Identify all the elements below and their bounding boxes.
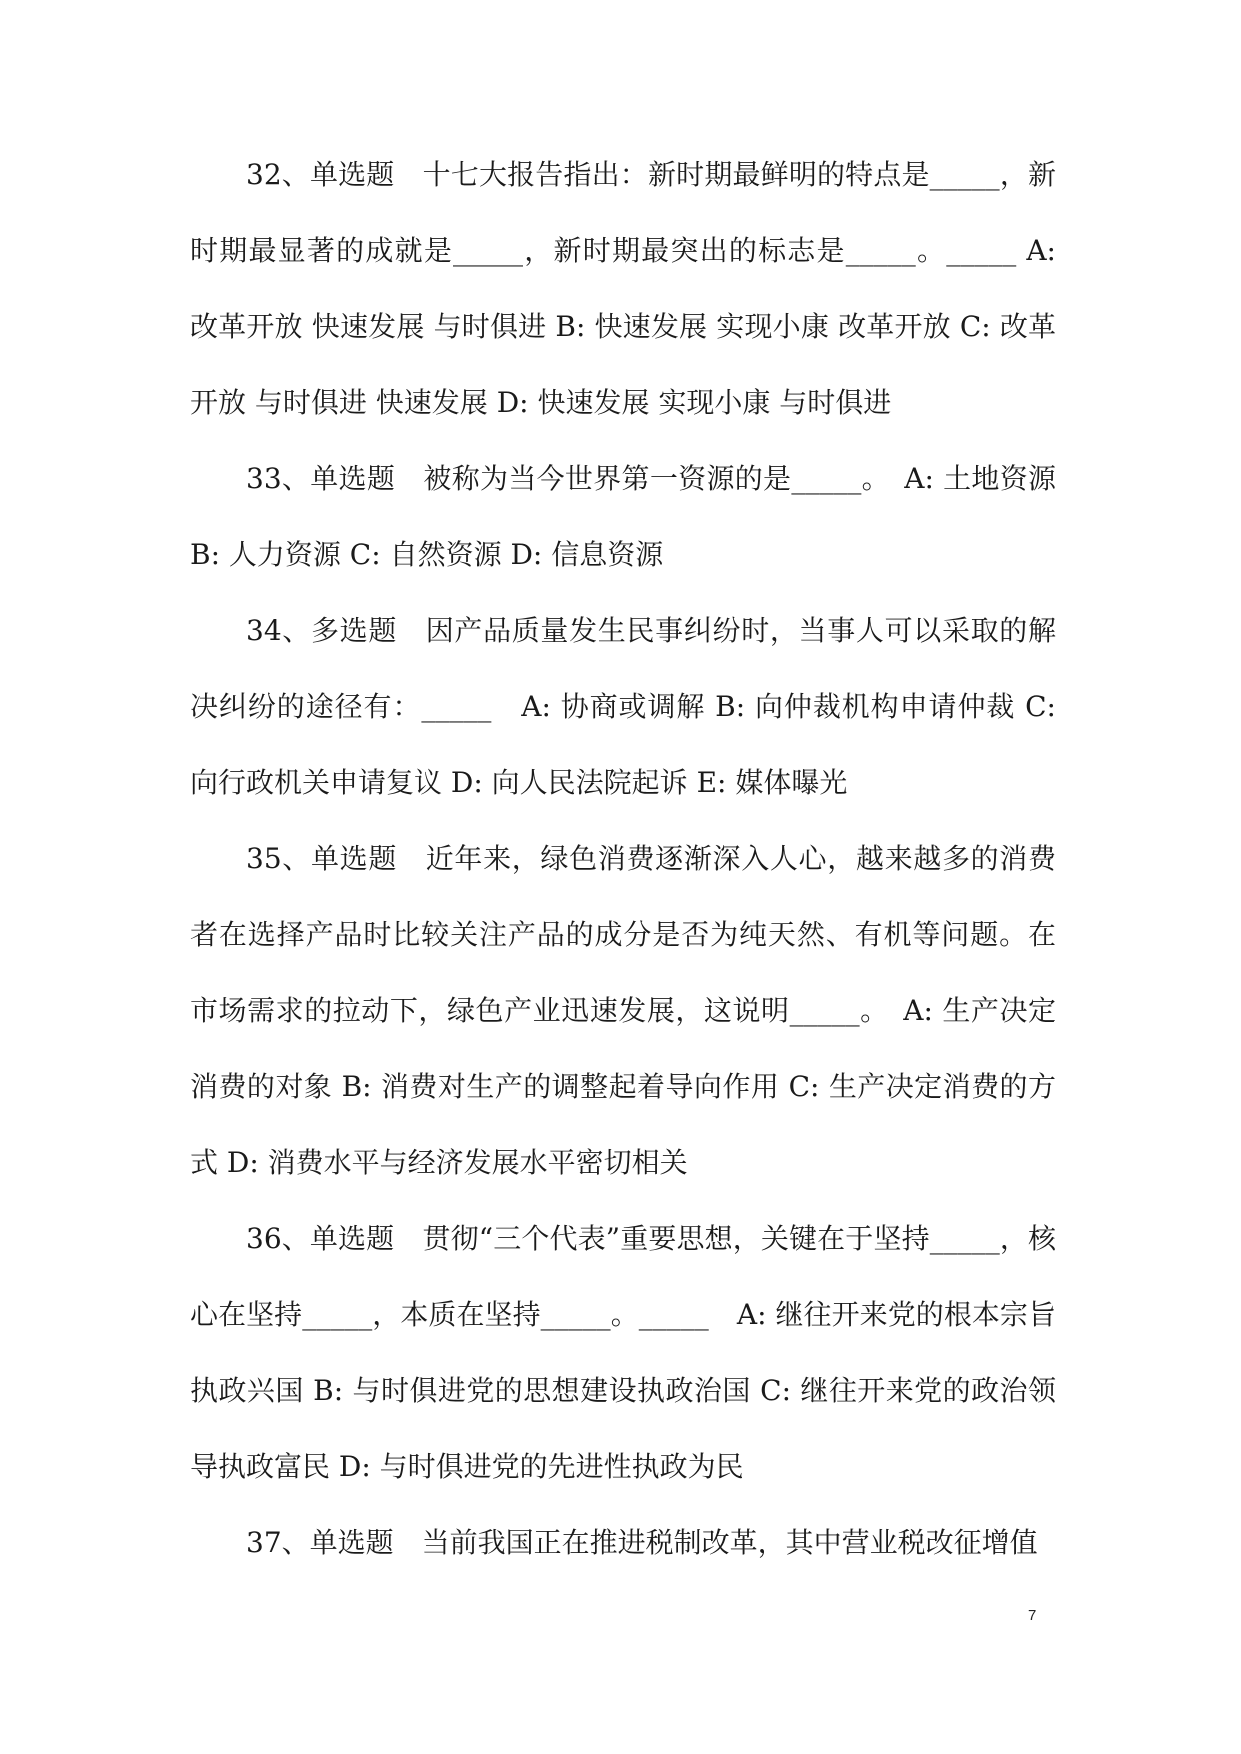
page-number: 7 (1028, 1607, 1037, 1624)
question-37: 37、单选题 当前我国正在推进税制改革，其中营业税改征增值 (246, 1526, 1038, 1559)
question-36: 36、单选题 贯彻“三个代表”重要思想，关键在于坚持_____，核心在坚持_____，本质在坚持_____。_____ A: 继往开来党的根本宗旨执政兴国 B: 与时俱进党的思想建设执政治国 C: 继往开来党的政治领导执政富民 D: 与时俱进党的先进性执政为民 (190, 1222, 1056, 1483)
question-34: 34、多选题 因产品质量发生民事纠纷时，当事人可以采取的解决纠纷的途径有：_____ A: 协商或调解 B: 向仲裁机构申请仲裁 C: 向行政机关申请复议 D: 向人民法院起诉 E: 媒体曝光 (190, 614, 1056, 799)
question-33: 33、单选题 被称为当今世界第一资源的是_____。 A: 土地资源 B: 人力资源 C: 自然资源 D: 信息资源 (190, 462, 1056, 571)
question-35: 35、单选题 近年来，绿色消费逐渐深入人心，越来越多的消费者在选择产品时比较关注产品的成分是否为纯天然、有机等问题。在市场需求的拉动下，绿色产业迅速发展，这说明_____。 A: 生产决定消费的对象 B: 消费对生产的调整起着导向作用 C: 生产决定消费的方式 D: 消费水平与经济发展水平密切相关 (190, 842, 1056, 1179)
question-list (190, 137, 1056, 1581)
question-32: 32、单选题 十七大报告指出：新时期最鲜明的特点是_____，新时期最显著的成就是_____，新时期最突出的标志是_____。_____ A: 改革开放 快速发展 与时俱进 B: 快速发展 实现小康 改革开放 C: 改革开放 与时俱进 快速发展 D: 快速发展 实现小康 与时俱进 (190, 158, 1056, 419)
